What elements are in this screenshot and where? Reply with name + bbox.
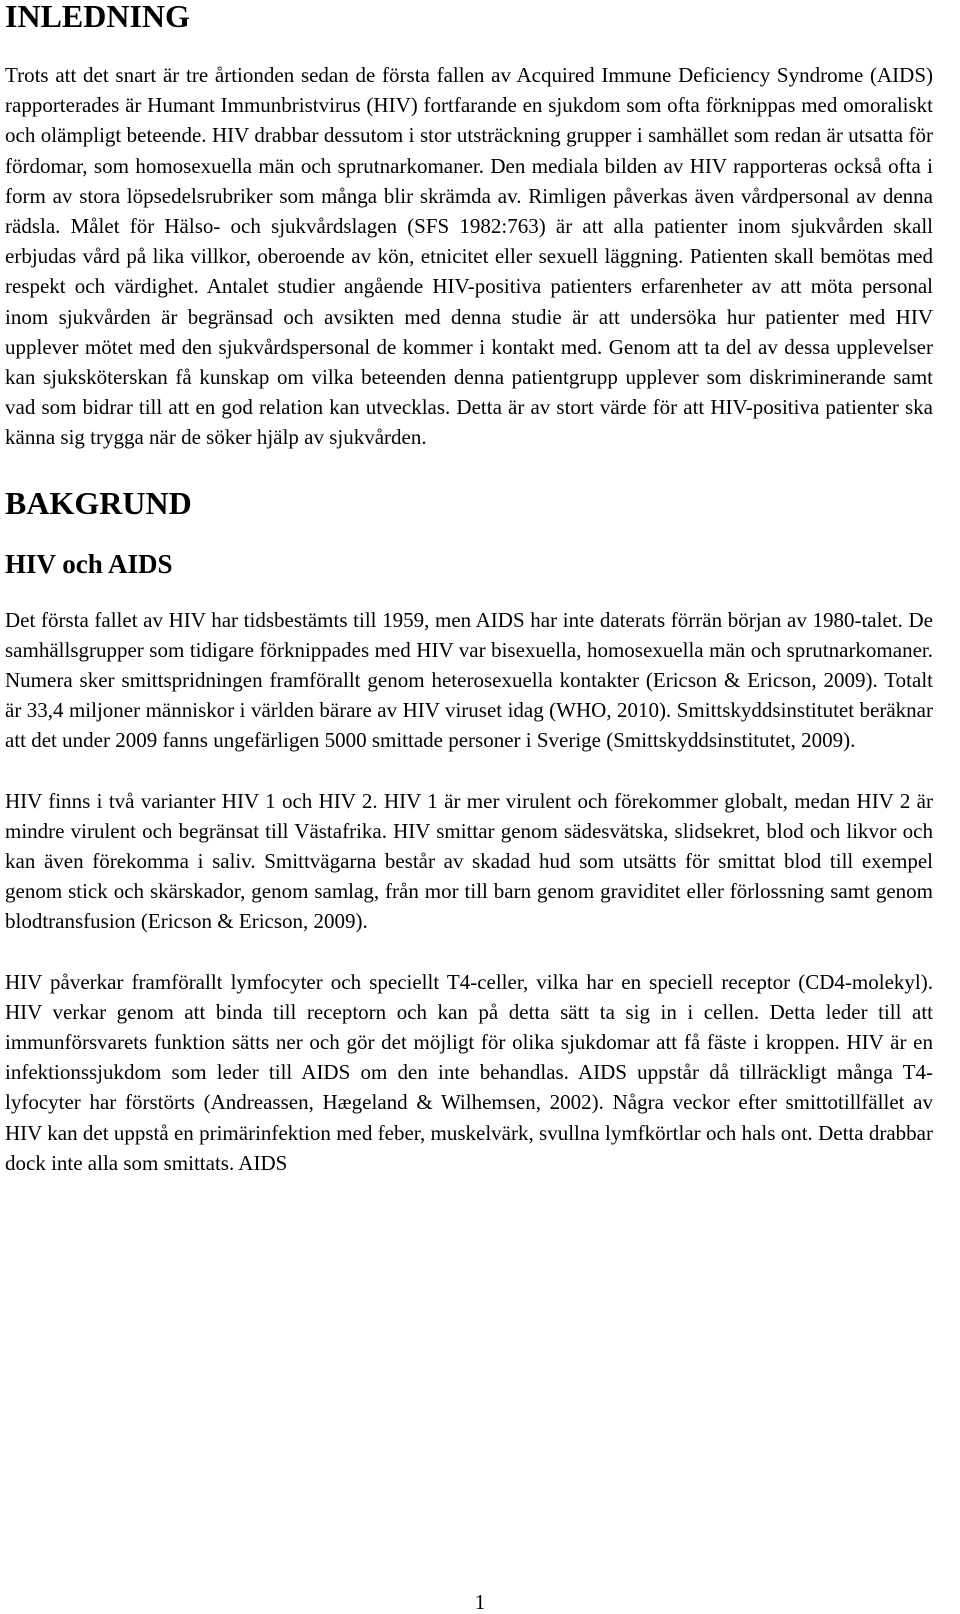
heading-inledning: INLEDNING [5, 0, 190, 34]
page-number: 1 [474, 1590, 486, 1614]
paragraph-inledning: Trots att det snart är tre årtionden sedan de första fallen av Acquired Immune Deficiency Syndrome (AIDS) rapporterades är Humant Immunbristvirus (HIV) fortfarande en sjukdom som ofta förknippas med omoraliskt och olämpligt beteende. HIV drabbar dessutom i stor utsträckning grupper i samhället som redan är utsatta för fördomar, som homosexuella män och sprutnarkomaner. Den mediala bilden av HIV rapporteras också ofta i form av stora löpsedelsrubriker som många blir skrämda av. Rimligen påverkas även vårdpersonal av denna rädsla. Målet för Hälso- och sjukvårdslagen (SFS 1982:763) är att alla patienter inom sjukvården skall erbjudas vård på lika villkor, oberoende av kön, etnicitet eller sexuell läggning. Patienten skall bemötas med respekt och värdighet. Antalet studier angående HIV-positiva patienters erfarenheter av att möta personal inom sjukvården är begränsad och avsikten med denna studie är att undersöka hur patienter med HIV upplever mötet med den sjukvårdspersonal de kommer i kontakt med. Genom att ta del av dessa upplevelser kan sjuksköterskan få kunskap om vilka beteenden denna patientgrupp upplever som diskriminerande samt vad som bidrar till att en god relation kan utvecklas. Detta är av stort värde för att HIV-positiva patienter ska känna sig trygga när de söker hjälp av sjukvården. [5, 63, 933, 450]
paragraph-bakgrund-1: Det första fallet av HIV har tidsbestämts till 1959, men AIDS har inte daterats förrän början av 1980-talet. De samhällsgrupper som tidigare förknippades med HIV var bisexuella, homosexuella män och sprutnarkomaner. Numera sker smittspridningen framförallt genom heterosexuella kontakter (Ericson & Ericson, 2009). Totalt är 33,4 miljoner människor i världen bärare av HIV viruset idag (WHO, 2010). Smittskyddsinstitutet beräknar att det under 2009 fanns ungefärligen 5000 smittade personer i Sverige (Smittskyddsinstitutet, 2009). [5, 607, 933, 753]
document-page [5, 0, 933, 1178]
paragraph-bakgrund-2: HIV finns i två varianter HIV 1 och HIV 2. HIV 1 är mer virulent och förekommer globalt, medan HIV 2 är mindre virulent och begränsat till Västafrika. HIV smittar genom sädesvätska, slidsekret, blod och likvor och kan även förekomma i saliv. Smittvägarna består av skadad hud som utsätts för smittat blod till exempel genom stick och skärskador, genom samlag, från mor till barn genom graviditet eller förlossning samt genom blodtransfusion (Ericson & Ericson, 2009). [5, 788, 933, 934]
heading-bakgrund: BAKGRUND [5, 484, 192, 521]
subheading-hiv-och-aids: HIV och AIDS [5, 548, 173, 579]
paragraph-bakgrund-3: HIV påverkar framförallt lymfocyter och speciellt T4-celler, vilka har en speciell receptor (CD4-molekyl). HIV verkar genom att binda till receptorn och kan på detta sätt ta sig in i cellen. Detta leder till att immunförsvarets funktion sätts ner och gör det möjligt för olika sjukdomar att få fäste i kroppen. HIV är en infektionssjukdom som leder till AIDS om den inte behandlas. AIDS uppstår då tillräckligt många T4-lyfocyter har förstörts (Andreassen, Hægeland & Wilhemsen, 2002). Några veckor efter smittotillfället av HIV kan det uppstå en primärinfektion med feber, muskelvärk, svullna lymfkörtlar och hals ont. Detta drabbar dock inte alla som smittats. AIDS [5, 969, 933, 1175]
